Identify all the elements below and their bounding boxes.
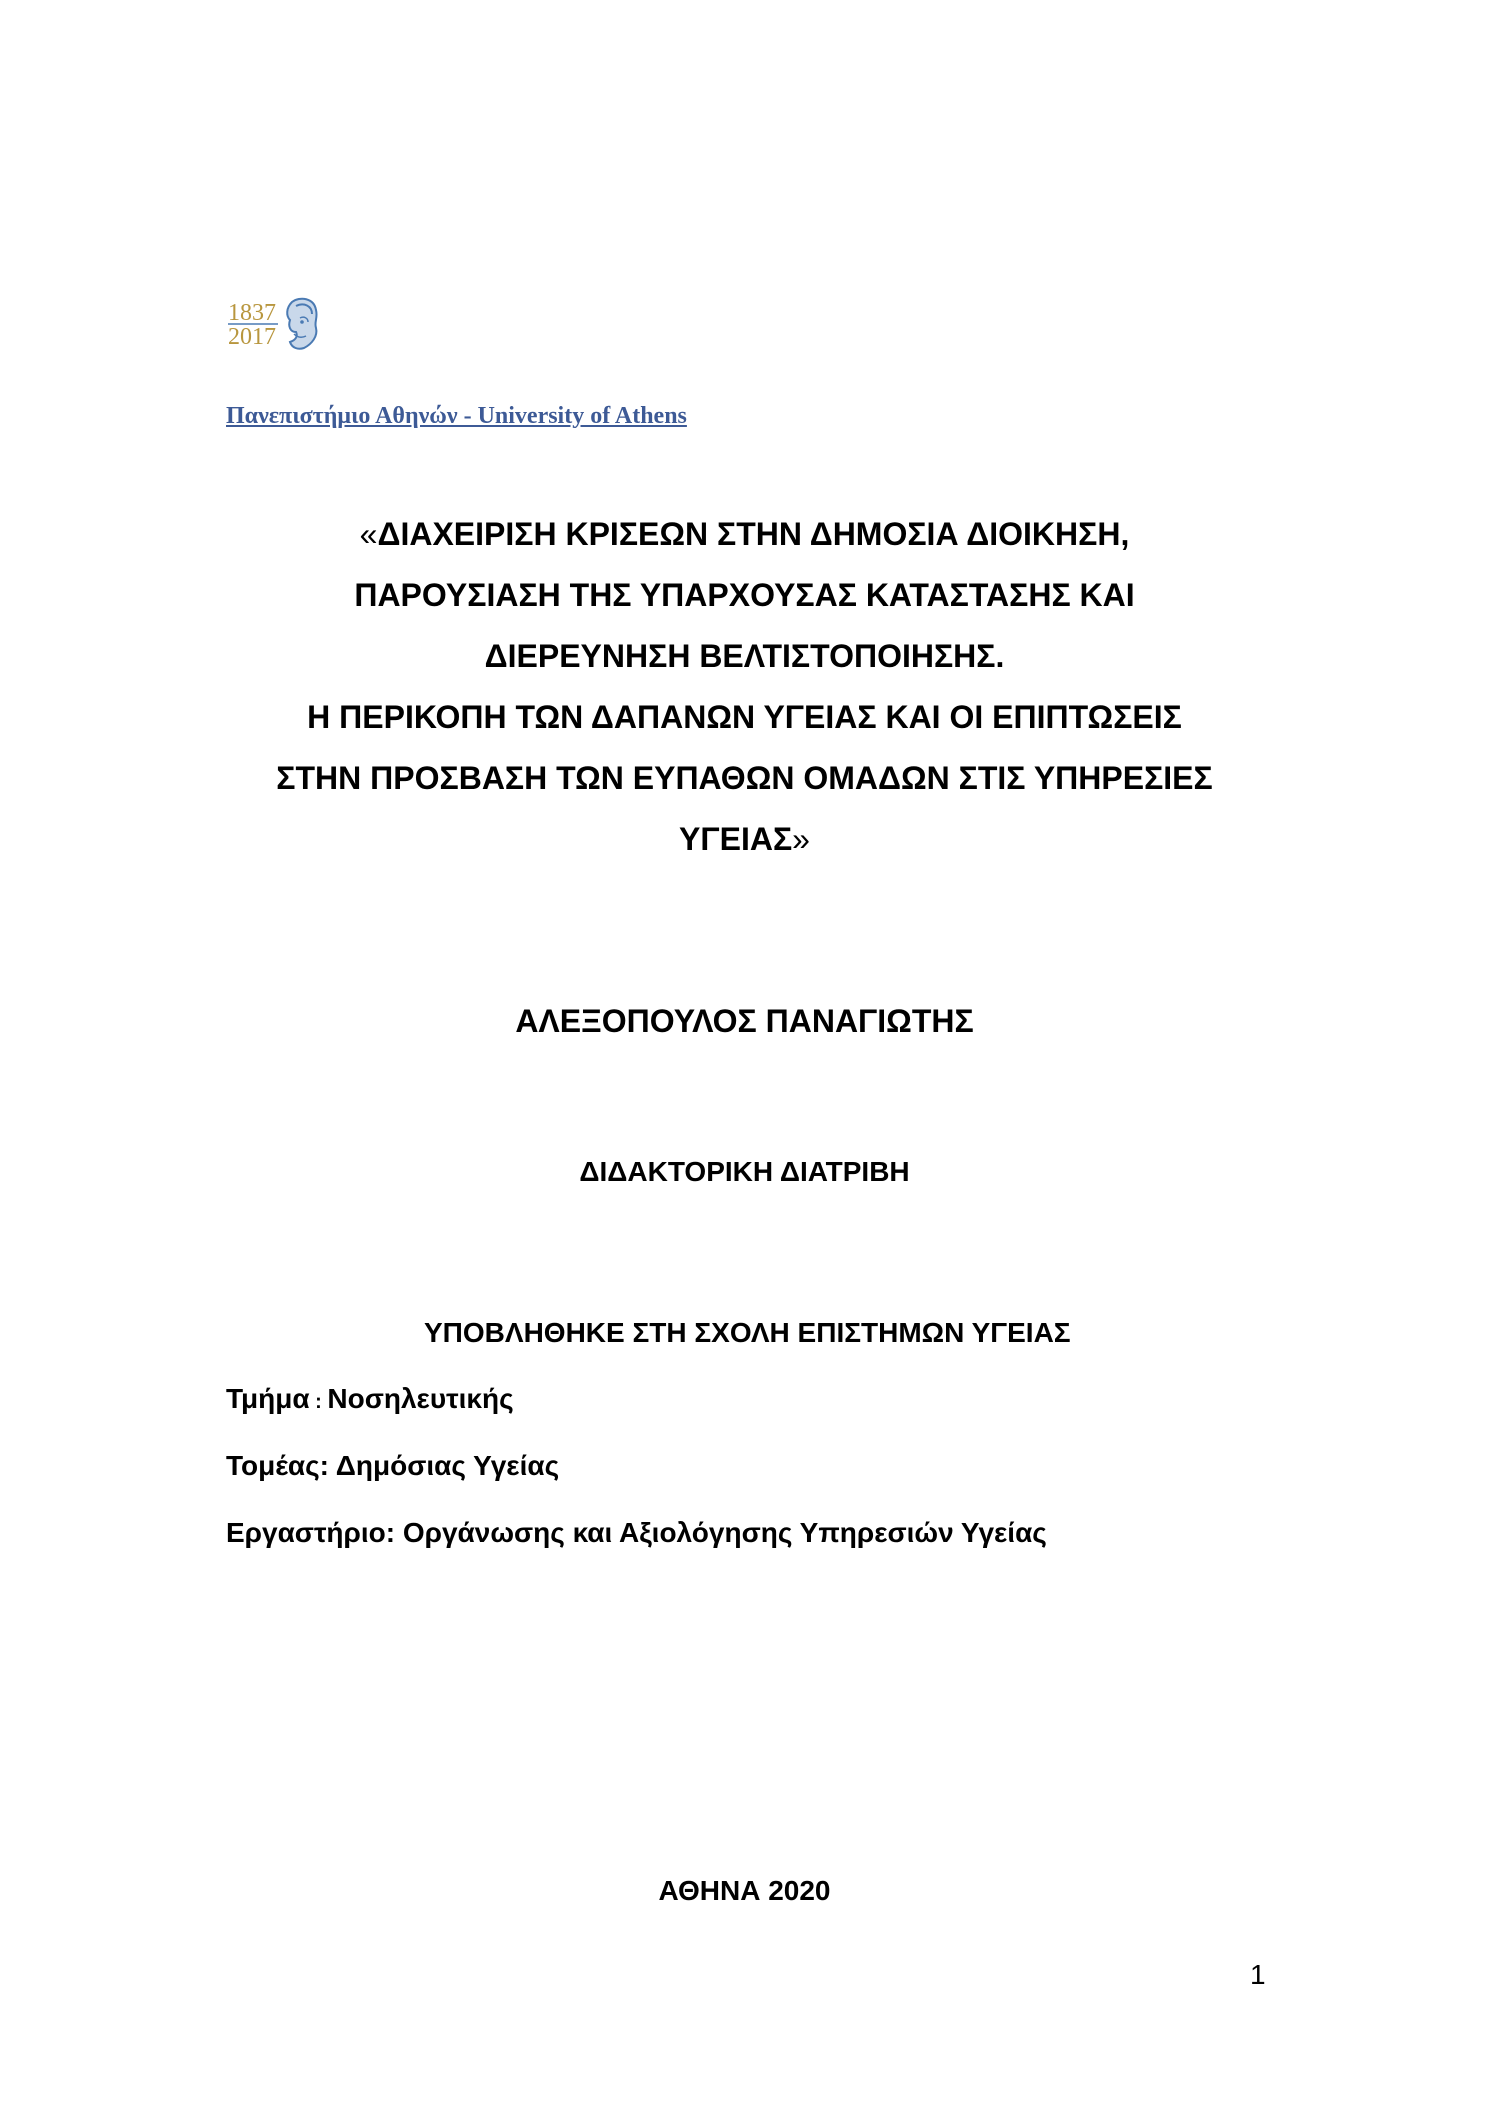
sector-line: [226, 1450, 559, 1482]
title-line-4: Η ΠΕΡΙΚΟΠΗ ΤΩΝ ΔΑΠΑΝΩΝ ΥΓΕΙΑΣ ΚΑΙ ΟΙ ΕΠΙΠΤΩΣΕΙΣ: [307, 699, 1182, 735]
thesis-type: ΔΙΔΑΚΤΟΡΙΚΗ ΔΙΑΤΡΙΒΗ: [579, 1156, 910, 1187]
athena-head-icon: [287, 299, 316, 349]
title-open-quote: «: [359, 516, 378, 552]
logo-year-bottom: 2017: [228, 324, 276, 350]
laboratory-value: Οργάνωσης και Αξιολόγησης Υπηρεσιών Υγείας: [395, 1517, 1047, 1548]
title-line-5: ΣΤΗΝ ΠΡΟΣΒΑΣΗ ΤΩΝ ΕΥΠΑΘΩΝ ΟΜΑΔΩΝ ΣΤΙΣ ΥΠΗΡΕΣΙΕΣ: [276, 760, 1213, 796]
university-name[interactable]: Πανεπιστήμιο Αθηνών - University of Athens: [226, 403, 687, 429]
city-year: ΑΘΗΝΑ 2020: [658, 1875, 831, 1906]
submitted-to: ΥΠΟΒΛΗΘΗΚΕ ΣΤΗ ΣΧΟΛΗ ΕΠΙΣΤΗΜΩΝ ΥΓΕΙΑΣ: [424, 1317, 1071, 1348]
sector-label: Τομέας:: [226, 1450, 329, 1481]
department-value: Νοσηλευτικής: [327, 1383, 514, 1414]
laboratory-line: [226, 1517, 1047, 1549]
logo-year-top: 1837: [228, 300, 276, 326]
page-number: 1: [1250, 1959, 1266, 1990]
laboratory-label: Εργαστήριο:: [226, 1517, 396, 1548]
title-line-6: ΥΓΕΙΑΣ»: [679, 821, 810, 857]
title-line-1: «ΔΙΑΧΕΙΡΙΣΗ ΚΡΙΣΕΩΝ ΣΤΗΝ ΔΗΜΟΣΙΑ ΔΙΟΙΚΗΣΗ,: [359, 516, 1130, 552]
title-line-3: ΔΙΕΡΕΥΝΗΣΗ ΒΕΛΤΙΣΤΟΠΟΙΗΣΗΣ.: [484, 638, 1005, 674]
department-line: [226, 1383, 514, 1415]
sector-value: Δημόσιας Υγείας: [329, 1450, 560, 1481]
university-anniversary-logo: [226, 292, 324, 354]
title-line-2: ΠΑΡΟΥΣΙΑΣΗ ΤΗΣ ΥΠΑΡΧΟΥΣΑΣ ΚΑΤΑΣΤΑΣΗΣ ΚΑΙ: [354, 577, 1135, 613]
department-separator: :: [309, 1391, 328, 1413]
thesis-title: [140, 504, 1349, 870]
title-close-quote: »: [792, 821, 810, 857]
department-label: Τμήμα: [226, 1383, 310, 1414]
author-name: ΑΛΕΞΟΠΟΥΛΟΣ ΠΑΝΑΓΙΩΤΗΣ: [515, 1003, 974, 1039]
